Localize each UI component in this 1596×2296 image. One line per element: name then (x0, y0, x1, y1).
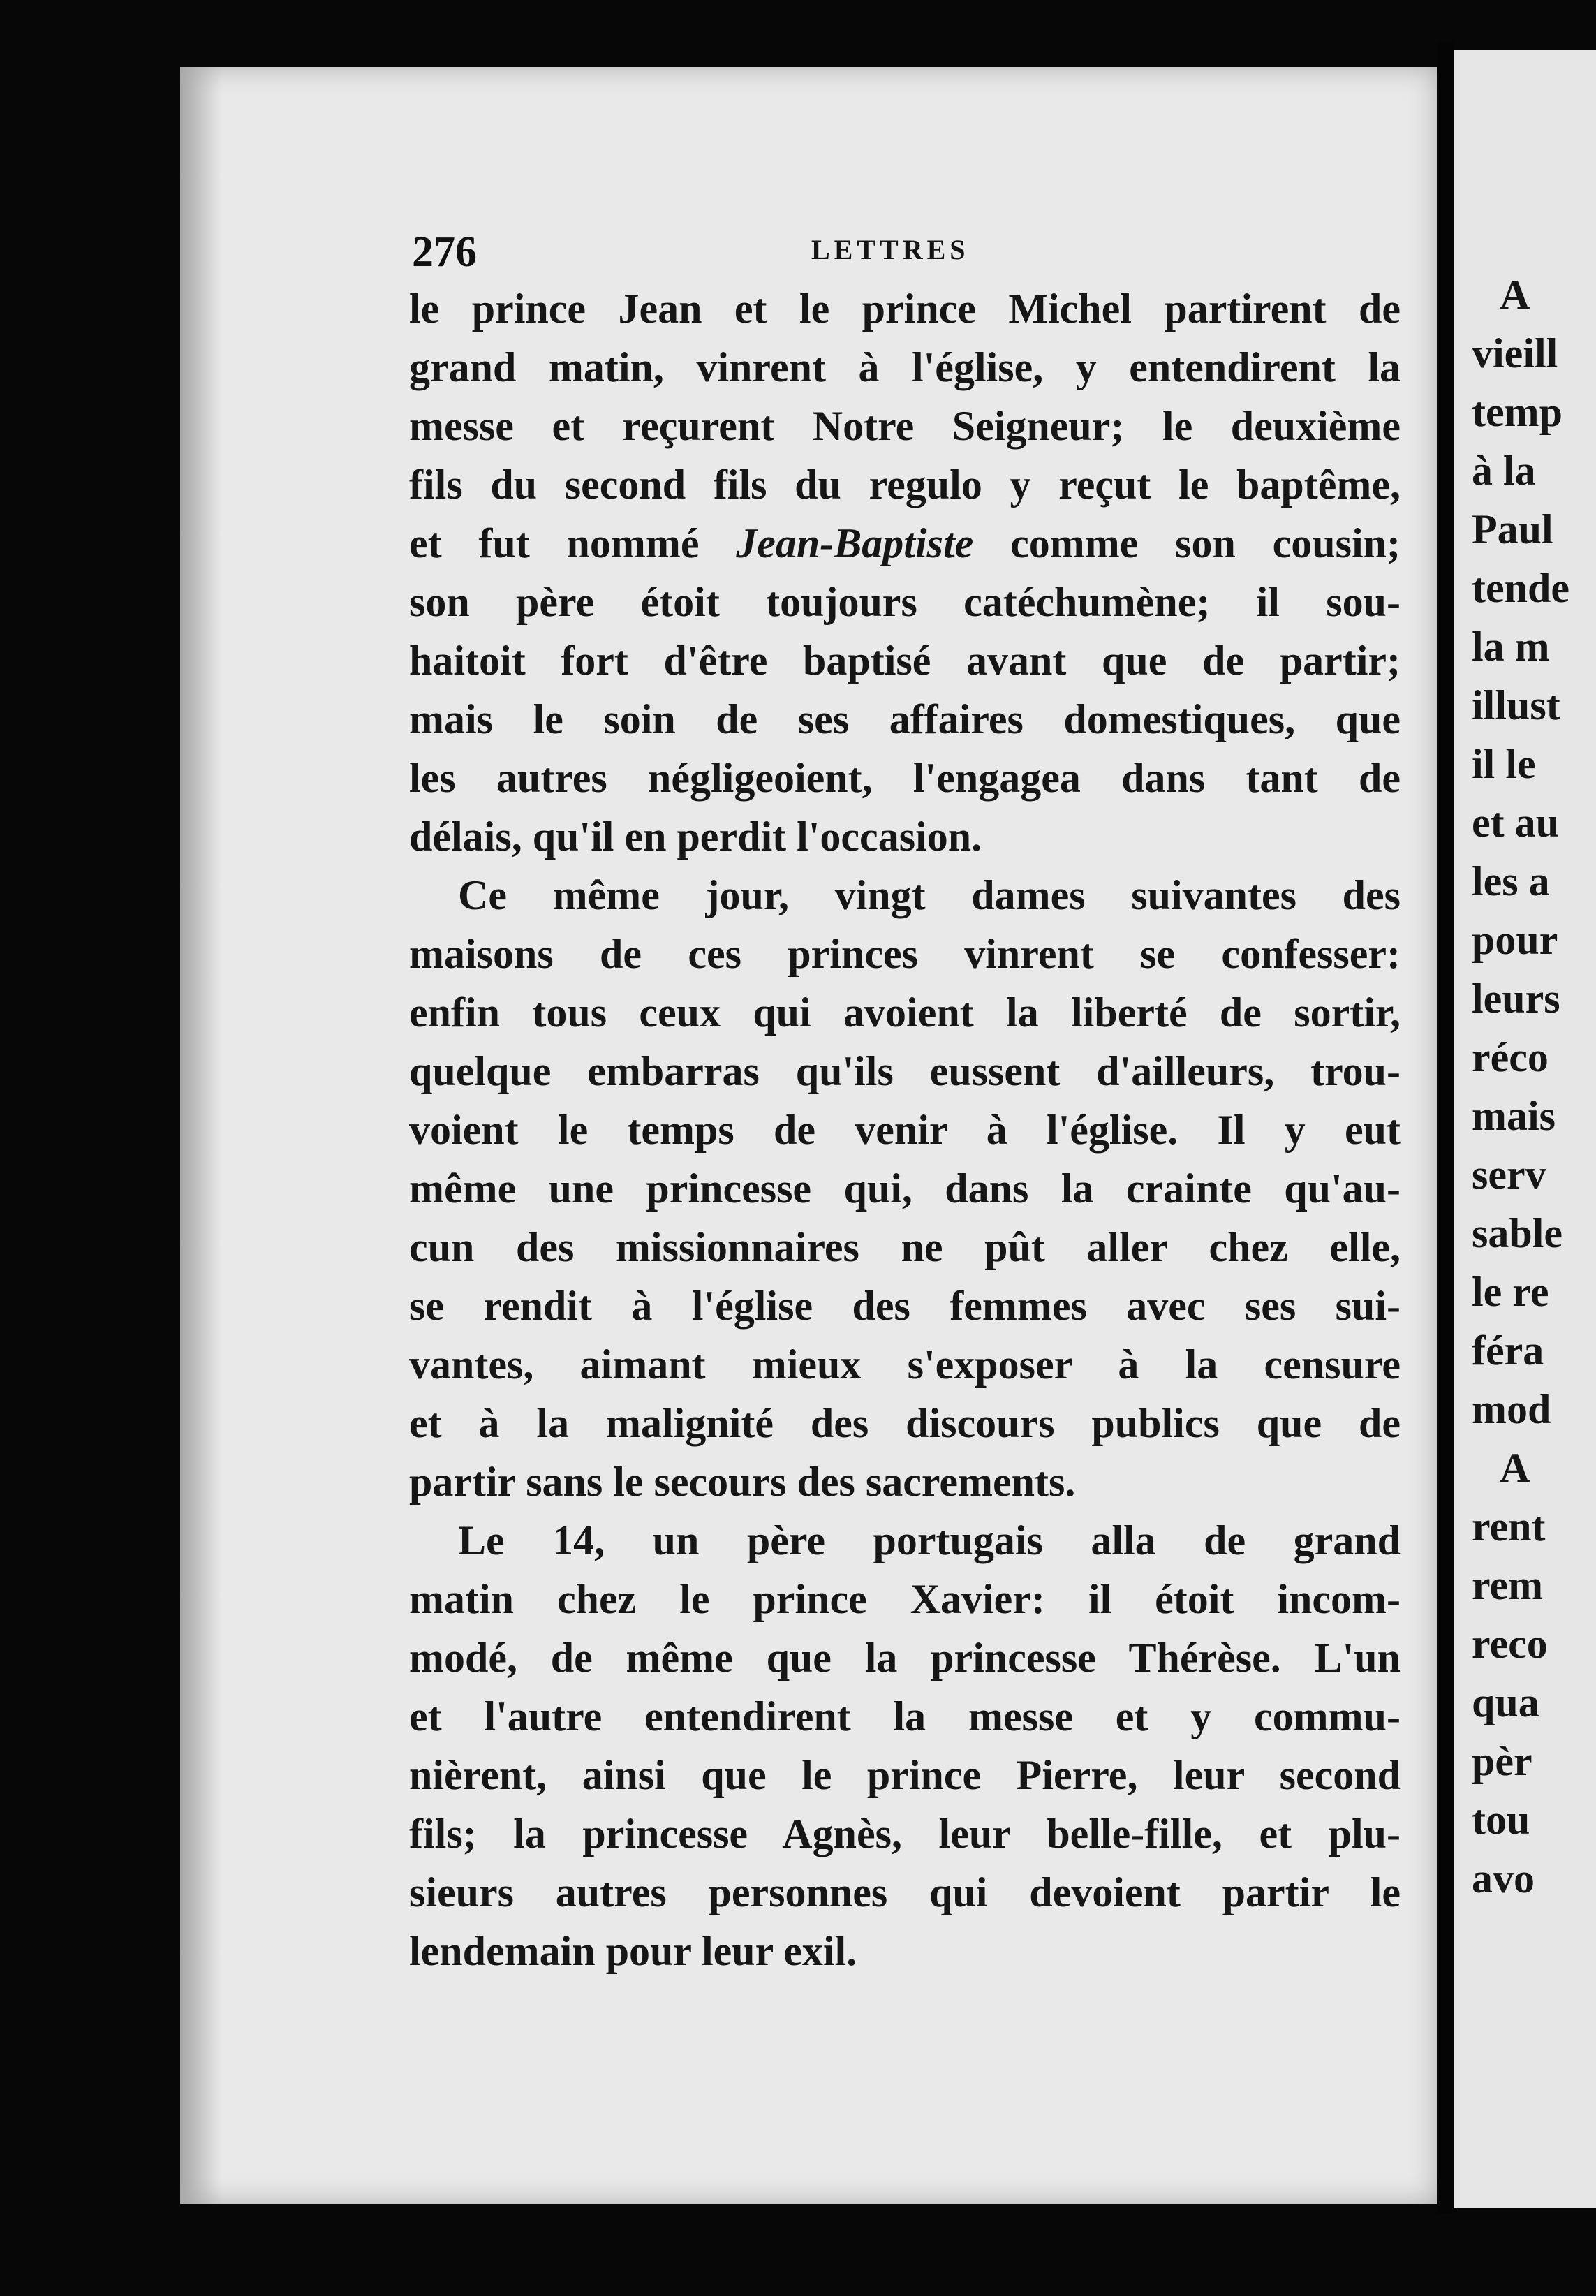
right-page-fragment: rent (1472, 1503, 1546, 1550)
text-line: mais le soin de ses affaires domestiques, que (409, 696, 1401, 742)
right-page-fragment: serv (1472, 1151, 1546, 1198)
text-line: modé, de même que la princesse Thérèse. L'un (409, 1635, 1401, 1681)
text-line: quelque embarras qu'ils eussent d'ailleurs, trou- (409, 1048, 1401, 1094)
text-line: partir sans le secours des sacrements. (409, 1459, 1076, 1505)
right-page-fragment: sable (1472, 1210, 1563, 1256)
paragraph-start-line: Le 14, un père portugais alla de grand (458, 1517, 1401, 1563)
text-line: se rendit à l'église des femmes avec ses sui- (409, 1283, 1401, 1329)
right-page-fragment: avo (1472, 1855, 1535, 1901)
text-line: son père étoit toujours catéchumène; il sou- (409, 579, 1401, 625)
paragraph-start-line: Ce même jour, vingt dames suivantes des (458, 872, 1401, 918)
right-page-fragment: rem (1472, 1562, 1544, 1608)
right-page-fragment: A (1500, 272, 1530, 318)
text-line: les autres négligeoient, l'engagea dans tant de (409, 755, 1401, 801)
text-line: haitoit fort d'être baptisé avant que de partir; (409, 638, 1401, 684)
right-page-fragment: le re (1472, 1269, 1549, 1315)
running-head: LETTRES (811, 234, 970, 265)
right-page-fragment: Paul (1472, 506, 1553, 552)
line-4-before: et fut nommé (409, 520, 737, 566)
right-page-fragment: vieill (1472, 330, 1558, 376)
right-page-fragment: temp (1472, 389, 1562, 435)
right-page-fragment: féra (1472, 1327, 1544, 1374)
text-line: voient le temps de venir à l'église. Il y eut (409, 1107, 1401, 1153)
text-line: même une princesse qui, dans la crainte qu'au- (409, 1165, 1401, 1212)
right-page-fragment: la m (1472, 624, 1550, 670)
right-page-fragment: et au (1472, 800, 1559, 846)
right-page-fragment: pèr (1472, 1738, 1532, 1784)
page-header (412, 223, 1389, 279)
text-line: enfin tous ceux qui avoient la liberté de sortir, (409, 989, 1401, 1036)
text-line: délais, qu'il en perdit l'occasion. (409, 814, 982, 860)
text-line: et à la malignité des discours publics que de (409, 1400, 1401, 1446)
text-line: sieurs autres personnes qui devoient partir le (409, 1869, 1401, 1915)
right-page-fragment: tende (1472, 565, 1569, 611)
text-line: maisons de ces princes vinrent se confesser: (409, 931, 1401, 977)
right-page-fragment: tou (1472, 1797, 1530, 1843)
text-line: vantes, aimant mieux s'exposer à la censure (409, 1341, 1401, 1388)
text-line: fils du second fils du regulo y reçut le baptême, (409, 462, 1401, 508)
italic-name: Jean-Baptiste (736, 520, 974, 566)
right-page-fragment: réco (1472, 1034, 1549, 1080)
text-line: fils; la princesse Agnès, leur belle-fille, et plu- (409, 1811, 1401, 1857)
right-page-text (1472, 265, 1596, 1908)
page-number: 276 (412, 228, 477, 276)
right-page-fragment: reco (1472, 1621, 1548, 1667)
right-page-fragment: pour (1472, 917, 1558, 963)
text-line: nièrent, ainsi que le prince Pierre, leur second (409, 1752, 1401, 1798)
text-line: cun des missionnaires ne pût aller chez elle, (409, 1224, 1401, 1270)
right-page-fragment: à la (1472, 448, 1536, 494)
text-line: grand matin, vinrent à l'église, y entendirent la (409, 344, 1401, 390)
text-line: lendemain pour leur exil. (409, 1928, 857, 1974)
body-text (409, 279, 1401, 1980)
book-gutter (1437, 42, 1454, 2214)
text-line: et l'autre entendirent la messe et y commu- (409, 1693, 1401, 1739)
text-line: messe et reçurent Notre Seigneur; le deuxième (409, 403, 1401, 449)
right-page-fragment: mod (1472, 1386, 1551, 1432)
right-page-fragment: il le (1472, 741, 1536, 787)
right-page-fragment: A (1500, 1445, 1530, 1491)
right-page-fragment: leurs (1472, 976, 1560, 1022)
right-page-fragment: qua (1472, 1679, 1539, 1725)
text-line-with-italic (409, 514, 1401, 573)
right-page-fragment: mais (1472, 1093, 1556, 1139)
text-line: matin chez le prince Xavier: il étoit incom- (409, 1576, 1401, 1622)
text-line: le prince Jean et le prince Michel partirent de (409, 286, 1401, 332)
right-page-fragment: les a (1472, 858, 1550, 904)
line-4-after: comme son cousin; (973, 520, 1401, 566)
right-page-fragment: illust (1472, 682, 1560, 728)
